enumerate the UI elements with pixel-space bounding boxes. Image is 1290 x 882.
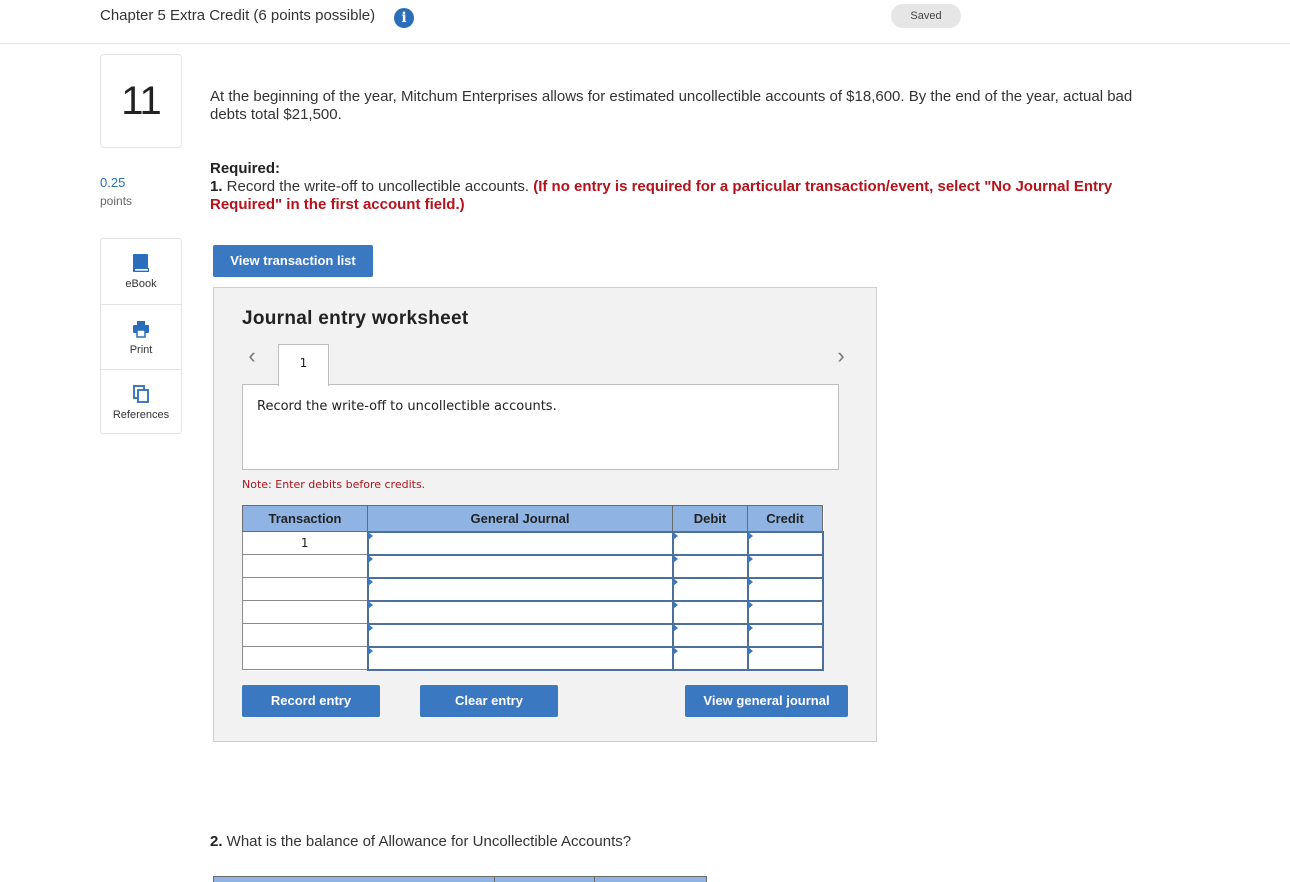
debit-credit-note: Note: Enter debits before credits. (242, 478, 426, 491)
references-tool[interactable] (101, 369, 181, 434)
question-text: At the beginning of the year, Mitchum Enterprises allows for estimated uncollectible accounts of $18,600. By the end of the year, actual bad debts total $21,500. (210, 88, 1133, 123)
print-label: Print (129, 344, 153, 356)
assignment-header (0, 0, 1290, 44)
requirement-1-note: (If no entry is required for a particular transaction/event, select "No Journal Entry Required" in the first account field.) (210, 178, 1113, 213)
transaction-cell (243, 555, 368, 578)
table-row (243, 532, 823, 555)
balance-table-divider (594, 876, 595, 882)
account-input[interactable] (368, 532, 673, 555)
tab-transaction-1[interactable]: 1 (278, 344, 329, 386)
debit-input[interactable] (673, 555, 748, 578)
instruction-text: Record the write-off to uncollectible accounts. (257, 399, 557, 414)
requirement-1-number: 1. (210, 178, 223, 195)
transaction-cell (243, 624, 368, 647)
col-header-debit: Debit (673, 506, 748, 532)
chevron-left-icon[interactable]: ‹ (248, 343, 256, 368)
credit-input[interactable] (748, 624, 823, 647)
requirement-2-number: 2. (210, 833, 223, 850)
table-row (243, 624, 823, 647)
info-icon[interactable]: i (394, 8, 414, 28)
book-icon (132, 253, 150, 273)
transaction-cell: 1 (243, 532, 368, 555)
clear-entry-button[interactable]: Clear entry (420, 685, 558, 717)
saved-status-badge: Saved (891, 4, 961, 28)
transaction-cell (243, 578, 368, 601)
transaction-cell (243, 601, 368, 624)
transaction-cell (243, 647, 368, 670)
account-input[interactable] (368, 647, 673, 670)
view-general-journal-button[interactable]: View general journal (685, 685, 848, 717)
table-row (243, 601, 823, 624)
col-header-transaction: Transaction (243, 506, 368, 532)
credit-input[interactable] (748, 647, 823, 670)
balance-table-header (213, 876, 707, 882)
record-entry-button[interactable]: Record entry (242, 685, 380, 717)
account-input[interactable] (368, 555, 673, 578)
points-label: points (100, 194, 133, 208)
journal-entry-worksheet (213, 287, 877, 742)
copy-icon (132, 384, 150, 404)
col-header-general-journal: General Journal (368, 506, 673, 532)
account-input[interactable] (368, 578, 673, 601)
table-row (243, 647, 823, 670)
balance-table-divider (494, 876, 495, 882)
requirement-1 (210, 178, 1170, 214)
account-input[interactable] (368, 601, 673, 624)
col-header-credit: Credit (748, 506, 823, 532)
instruction-box (242, 384, 839, 470)
references-label: References (112, 409, 170, 421)
credit-input[interactable] (748, 532, 823, 555)
debit-input[interactable] (673, 532, 748, 555)
debit-input[interactable] (673, 647, 748, 670)
requirement-2 (210, 833, 631, 850)
journal-table (242, 505, 824, 671)
credit-input[interactable] (748, 555, 823, 578)
debit-input[interactable] (673, 601, 748, 624)
ebook-tool[interactable] (101, 239, 181, 304)
requirement-2-text: What is the balance of Allowance for Uncollectible Accounts? (222, 833, 632, 850)
table-row (243, 578, 823, 601)
points-value: 0.25 (100, 175, 126, 190)
debit-input[interactable] (673, 578, 748, 601)
question-number-box (100, 54, 182, 148)
debit-input[interactable] (673, 624, 748, 647)
table-row (243, 555, 823, 578)
assignment-title: Chapter 5 Extra Credit (6 points possible) (100, 7, 376, 24)
question-tools (100, 238, 182, 434)
worksheet-title: Journal entry worksheet (242, 308, 469, 329)
required-heading: Required: (210, 160, 281, 177)
print-tool[interactable] (101, 304, 181, 369)
printer-icon (132, 319, 150, 339)
requirement-1-text: Record the write-off to uncollectible accounts. (222, 178, 534, 195)
chevron-right-icon[interactable]: › (837, 343, 845, 368)
question-number: 11 (121, 79, 161, 123)
ebook-label: eBook (125, 278, 157, 290)
account-input[interactable] (368, 624, 673, 647)
credit-input[interactable] (748, 601, 823, 624)
view-transaction-list-button[interactable]: View transaction list (213, 245, 373, 277)
credit-input[interactable] (748, 578, 823, 601)
